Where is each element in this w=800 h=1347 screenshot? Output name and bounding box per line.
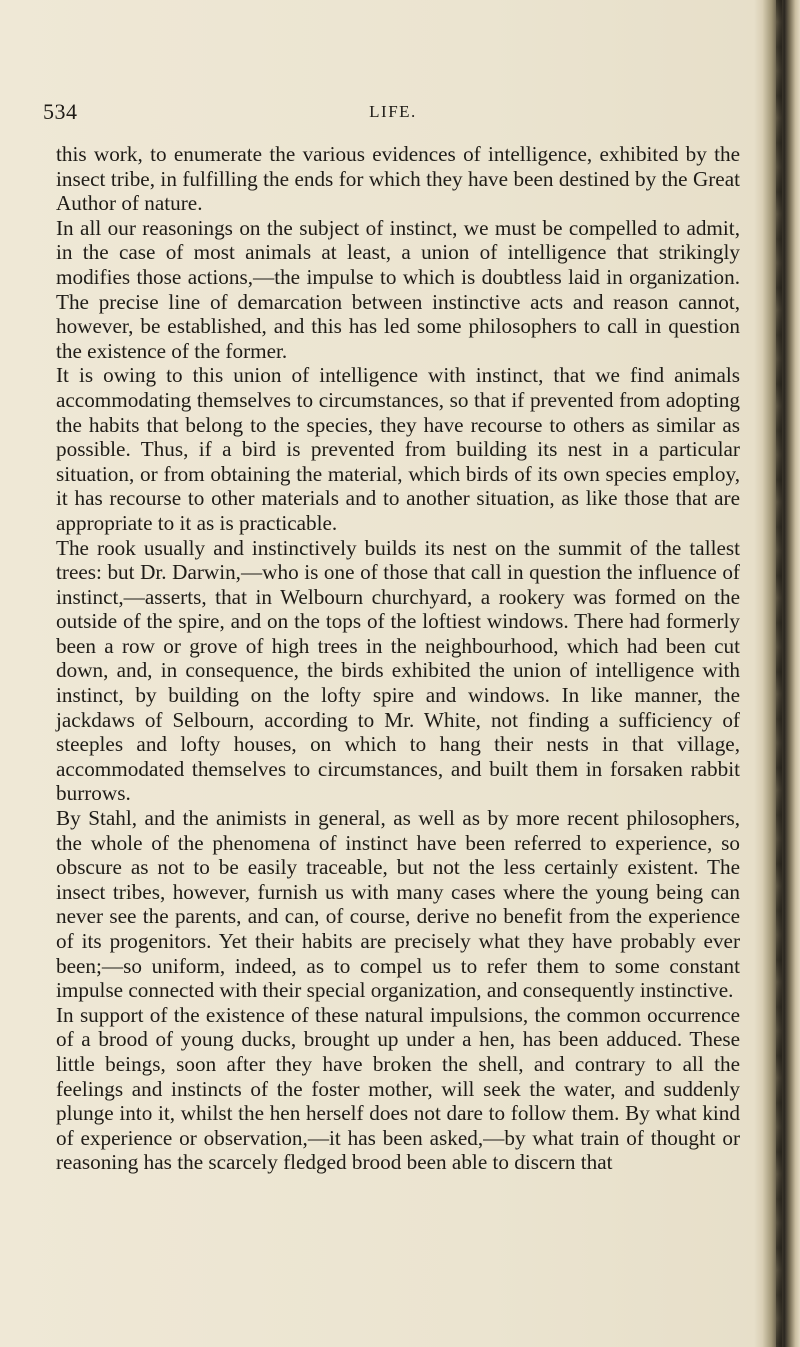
paragraph-union-of-intelligence: It is owing to this union of intelligence with instinct, that we find animals accommodating themselves to circumstances, so that if prevented from adopting the habits that belong to the species, they have recourse to others as similar as possible. Thus, if a bird is prevented from building its nest in a particular situation, or from obtaining the material, which birds of its own species employ, it has recourse to other materials and to another situation, as like those that are appropriate to it as is practicable. <box>56 363 740 535</box>
paragraph-reasonings: In all our reasonings on the subject of instinct, we must be compelled to admit, in the case of most animals at least, a union of intelligence that strikingly modifies those actions,—the impulse to which is doubtless laid in organization. The precise line of demarcation between instinctive acts and reason cannot, however, be established, and this has led some philosophers to call in question the existence of the former. <box>56 215 740 363</box>
running-head: LIFE. <box>369 102 417 121</box>
binding-shadow <box>776 0 782 1347</box>
paragraph-stahl: By Stahl, and the animists in general, as well as by more recent philosophers, the whole of the phenomena of instinct have been referred to experience, so obscure as not to be easily traceable, but not the less certainly existent. The insect tribes, however, furnish us with many cases where the young being can never see the parents, and can, of course, derive no benefit from the experience of its progenitors. Yet their habits are precisely what they have probably ever been;—so uniform, indeed, as to compel us to refer them to some constant impulse connected with their special organization, and consequently instinctive. <box>56 806 740 1003</box>
page-header <box>43 99 733 129</box>
paragraph-rook: The rook usually and instinctively builds its nest on the summit of the tallest trees: but Dr. Darwin,—who is one of those that call in question the influence of instinct,—asserts, that in Welbourn churchyard, a rookery was formed on the outside of the spire, and on the tops of the loftiest windows. There had formerly been a row or grove of high trees in the neighbourhood, which had been cut down, and, in consequence, the birds exhibited the union of intelligence with instinct, by building on the lofty spire and windows. In like manner, the jackdaws of Selbourn, according to Mr. White, not finding a sufficiency of steeples and lofty houses, on which to hang their nests in that village, accommodated themselves to circumstances, and built them in forsaken rabbit burrows. <box>56 535 740 806</box>
paragraph-continuation: this work, to enumerate the various evidences of intelligence, exhibited by the insect tribe, in fulfilling the ends for which they have been destined by the Great Author of nature. <box>56 142 740 216</box>
page-number: 534 <box>43 99 78 124</box>
body-text <box>56 142 740 1175</box>
paragraph-ducks: In support of the existence of these natural impulsions, the common occurrence of a brood of young ducks, brought up under a hen, has been adduced. These little beings, soon after they have broken the shell, and contrary to all the feelings and instincts of the foster mother, will seek the water, and suddenly plunge into it, whilst the hen herself does not dare to follow them. By what kind of experience or observation,—it has been asked,—by what train of thought or reasoning has the scarcely fledged brood been able to discern that <box>56 1002 740 1175</box>
